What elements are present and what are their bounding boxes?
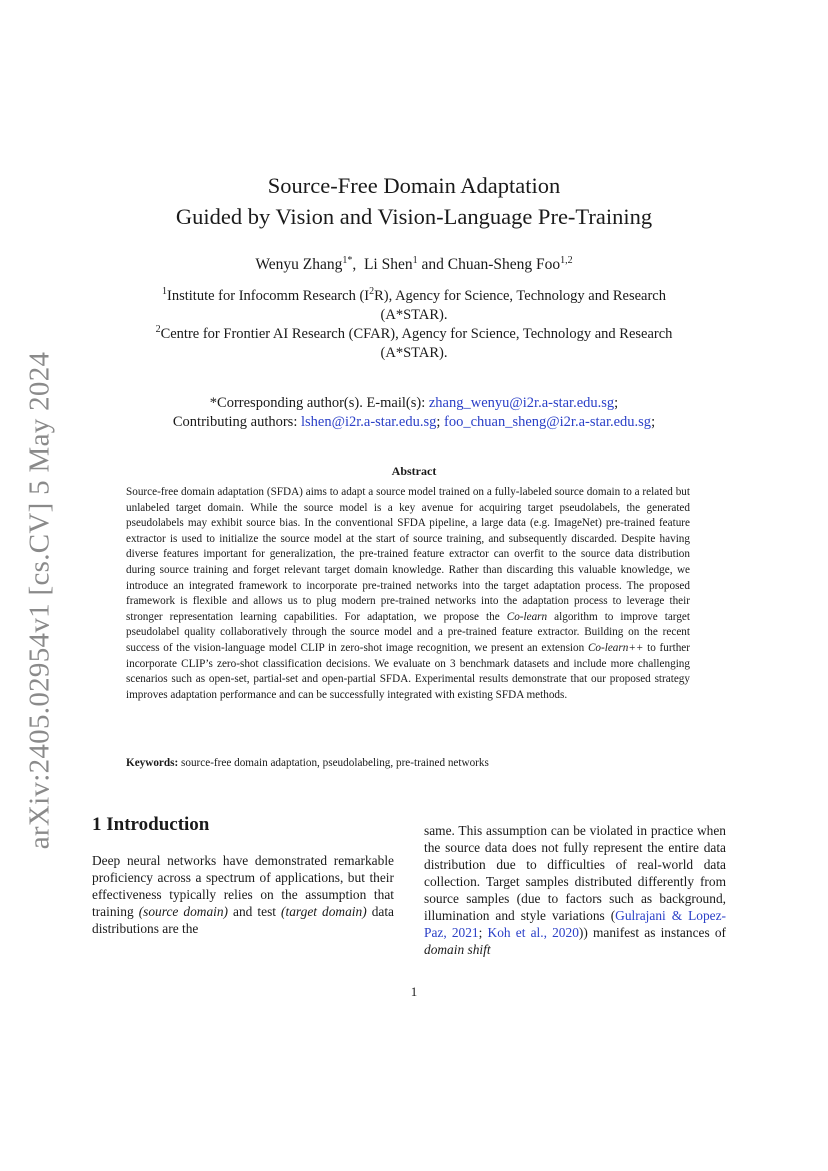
abstract-emph-colearnpp: Co-learn++ bbox=[587, 641, 644, 654]
paper-title bbox=[0, 170, 828, 232]
body-text: same. This assumption can be violated in practice when the source data does not fully represent the entire data distribution due to difficulties of real-world data collection. Target samples distributed differently from source samples (due to factors such as background, illumination and style variations ( bbox=[424, 823, 726, 923]
body-text: )) manifest as instances of bbox=[578, 925, 726, 940]
email-separator: ; bbox=[651, 414, 656, 430]
corresponding-label: *Corresponding author(s). E-mail(s): bbox=[209, 395, 426, 411]
abstract-body bbox=[126, 485, 690, 703]
author-list bbox=[0, 256, 828, 274]
citation-link[interactable]: Koh et al., 2020 bbox=[487, 925, 579, 940]
affiliation-text: Institute for Infocomm Research (I bbox=[167, 288, 370, 304]
corresponding-email-link[interactable]: zhang_wenyu@i2r.a-star.edu.sg bbox=[428, 395, 615, 411]
keywords bbox=[126, 757, 696, 769]
abstract-text: to further incorporate CLIP’s zero-shot classification decisions. We evaluate on 3 benchmark datasets and include more challenging scenarios such as open-set, partial-set and open-partial SFDA. Experimental results demonstrate that our proposed strategy improves adaptation performance and can be successfully integrated with existing SFDA methods. bbox=[126, 641, 690, 701]
author-name: Wenyu Zhang bbox=[255, 256, 343, 273]
author-affiliation-mark: 1* bbox=[342, 254, 353, 266]
body-emph: (target domain) bbox=[281, 904, 367, 919]
body-text: Deep neural networks have demonstrated remarkable proficiency across a spectrum of applications, but their effectiveness typically relies on the assumption that training bbox=[92, 853, 394, 919]
section-heading-introduction: 1 Introduction bbox=[92, 814, 210, 835]
affiliation-text-rest: R), Agency for Science, Technology and Research bbox=[374, 288, 666, 304]
author-name: Chuan-Sheng Foo bbox=[447, 256, 561, 273]
email-separator: ; bbox=[614, 395, 619, 411]
email-separator: ; bbox=[436, 414, 441, 430]
corresponding-author bbox=[0, 395, 828, 412]
intro-left-column bbox=[92, 852, 394, 937]
affiliation-superscript: 2 bbox=[369, 286, 375, 298]
abstract-emph-colearn: Co-learn bbox=[506, 610, 548, 623]
citation-link[interactable]: Gulrajani & Lopez-Paz, 2021 bbox=[424, 908, 726, 940]
contributing-email-link-1[interactable]: lshen@i2r.a-star.edu.sg bbox=[300, 414, 437, 430]
keywords-label: Keywords: bbox=[126, 757, 179, 769]
abstract-heading: Abstract bbox=[391, 464, 437, 478]
intro-right-column bbox=[424, 822, 726, 958]
body-text: and test bbox=[228, 904, 282, 919]
author-name: Li Shen bbox=[363, 256, 413, 273]
author-affiliation-mark: 1,2 bbox=[560, 254, 573, 266]
body-emph: domain shift bbox=[424, 942, 491, 957]
author-and: and bbox=[421, 256, 444, 273]
contributing-label: Contributing authors: bbox=[172, 414, 298, 430]
affiliation-2 bbox=[100, 325, 728, 362]
abstract-text: Source-free domain adaptation (SFDA) aims to adapt a source model trained on a fully-labeled source domain to a related but unlabeled target domain. While the source model is a key avenue for acquiring target pseudolabels, the generated pseudolabels may exhibit source bias. In the conventional SFDA pipeline, a large data (e.g. ImageNet) pre-trained feature extractor is used to initialize the source model at the start of source training, and subsequently discarded. Despite having diverse features important for generalization, the pre-trained feature extractor can overfit to the source data distribution during source training and forget relevant target domain knowledge. Rather than discarding this valuable knowledge, we introduce an integrated framework to incorporate pre-trained networks into the target adaptation process. The proposed framework is flexible and allows us to plug modern pre-trained networks into the adaptation process to leverage their stronger representation learning capabilities. For adaptation, we propose the bbox=[126, 486, 690, 623]
contributing-email-link-2[interactable]: foo_chuan_sheng@i2r.a-star.edu.sg bbox=[444, 414, 652, 430]
affiliation-mark: 1 bbox=[162, 286, 168, 298]
affiliation-org: (A*STAR). bbox=[380, 306, 448, 323]
contributing-authors bbox=[0, 414, 828, 431]
title-line-1: Source-Free Domain Adaptation bbox=[267, 173, 561, 198]
affiliation-mark: 2 bbox=[155, 324, 161, 336]
body-text: data distributions are the bbox=[92, 904, 395, 936]
affiliation-1 bbox=[100, 287, 728, 324]
title-line-2: Guided by Vision and Vision-Language Pre-Training bbox=[175, 204, 653, 229]
affiliation-text: Centre for Frontier AI Research (CFAR), Agency for Science, Technology and Research bbox=[160, 326, 673, 342]
arxiv-identifier-text: arXiv:2405.02954v1 [cs.CV] 5 May 2024 bbox=[23, 351, 56, 849]
abstract-text: algorithm to improve target pseudolabel quality collaboratively through the source model and a pre-trained feature extractor. Building on the recent success of the vision-language model CLIP in zero-shot image recognition, we present an extension bbox=[126, 610, 690, 654]
affiliation-org: (A*STAR). bbox=[380, 344, 448, 361]
body-emph: (source domain) bbox=[138, 904, 229, 919]
keywords-text: source-free domain adaptation, pseudolabeling, pre-trained networks bbox=[181, 757, 489, 769]
page-number: 1 bbox=[410, 984, 418, 999]
citation-separator: ; bbox=[478, 925, 488, 940]
author-affiliation-mark: 1 bbox=[412, 254, 418, 266]
author-separator: , bbox=[352, 256, 357, 273]
arxiv-identifier bbox=[18, 351, 62, 849]
